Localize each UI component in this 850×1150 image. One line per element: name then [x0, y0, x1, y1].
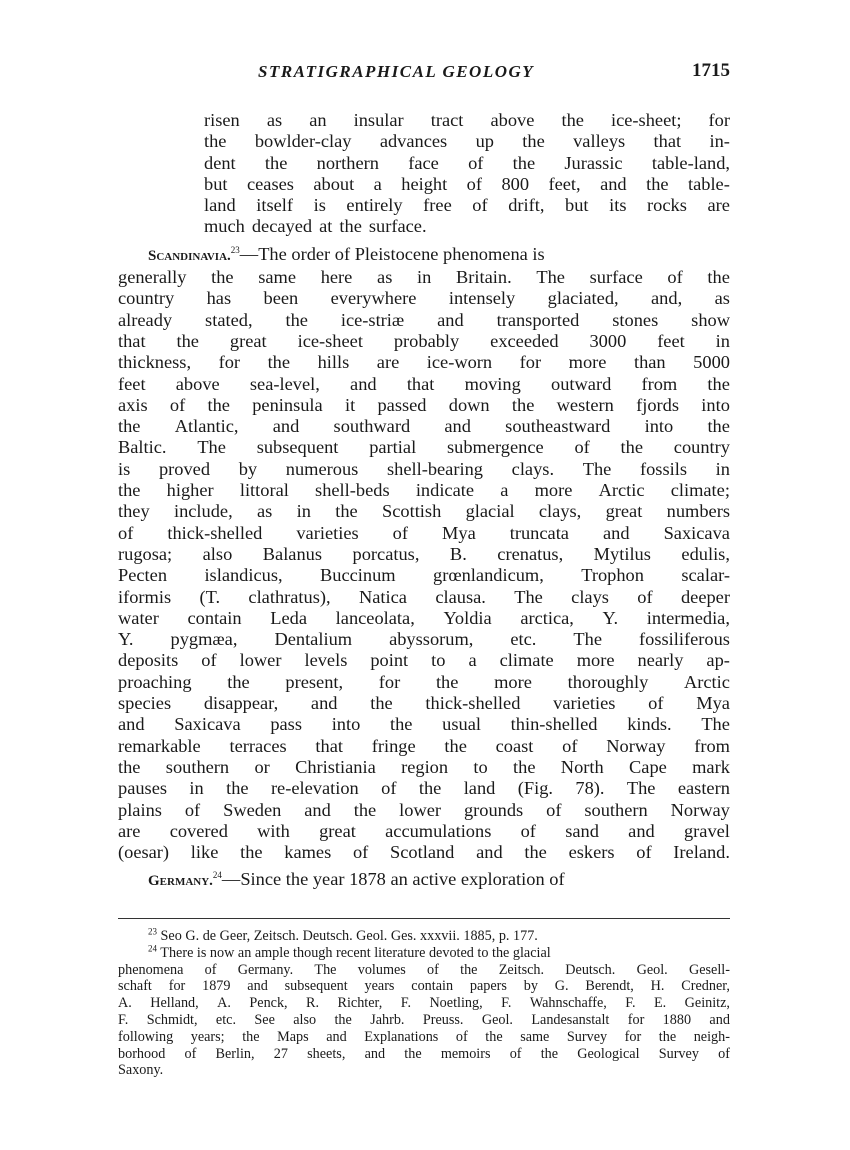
text-line: (oesar) like the kames of Scotland and the eskers of Ireland.	[118, 842, 730, 863]
text-fragment: —Since the year 1878 an active exploration of	[221, 869, 565, 890]
text-line: already stated, the ice-striæ and transported stones show	[118, 309, 730, 330]
text-line: remarkable terraces that fringe the coast of Norway from	[118, 735, 730, 756]
text-line: pauses in the re-elevation of the land (Fig. 78). The eastern	[118, 778, 730, 799]
text-line: feet above sea-level, and that moving outward from the	[118, 373, 730, 394]
footnote-line: A. Helland, A. Penck, R. Richter, F. Noetling, F. Wahnschaffe, F. E. Geinitz,	[118, 995, 730, 1012]
section-heading-germany: Germany.	[148, 873, 213, 890]
paragraph-germany	[118, 869, 730, 892]
footnote-line: F. Schmidt, etc. See also the Jahrb. Preuss. Geol. Landesanstalt for 1880 and	[118, 1011, 730, 1028]
text-line: much decayed at the surface.	[204, 216, 427, 237]
text-line: but ceases about a height of 800 feet, and the table-	[204, 173, 730, 194]
text-line: dent the northern face of the Jurassic table-land,	[204, 152, 730, 173]
text-line: thickness, for the hills are ice-worn for more than 5000	[118, 352, 730, 373]
text-line: deposits of lower levels point to a climate more nearly ap-	[118, 650, 730, 671]
footnote-ref: 24	[212, 870, 222, 881]
text-line: land itself is entirely free of drift, but its rocks are	[204, 195, 730, 216]
text-line: the bowlder-clay advances up the valleys that in-	[204, 131, 730, 152]
text-line: are covered with great accumulations of sand and gravel	[118, 820, 730, 841]
footnote-mark: 23	[148, 926, 157, 937]
footnote-rule	[118, 918, 730, 919]
running-header	[118, 62, 730, 90]
footnote-text: Seo G. de Geer, Zeitsch. Deutsch. Geol. Ges. xxxvii. 1885, p. 177.	[160, 928, 538, 944]
text-line: axis of the peninsula it passed down the western fjords into	[118, 394, 730, 415]
footnote-line: borhood of Berlin, 27 sheets, and the memoirs of the Geological Survey of	[118, 1045, 730, 1062]
text-line	[118, 244, 730, 267]
running-title: STRATIGRAPHICAL GEOLOGY	[258, 62, 535, 81]
text-line: Baltic. The subsequent partial submergence of the country	[118, 437, 730, 458]
footnote-23	[118, 928, 730, 945]
main-text	[118, 110, 730, 893]
text-line: the southern or Christiania region to the North Cape mark	[118, 756, 730, 777]
paragraph-scandinavia	[118, 244, 730, 864]
text-line: they include, as in the Scottish glacial clays, great numbers	[118, 501, 730, 522]
text-line: iformis (T. clathratus), Natica clausa. The clays of deeper	[118, 586, 730, 607]
footnote-line: Saxony.	[118, 1062, 164, 1079]
text-line: proaching the present, for the more thoroughly Arctic	[118, 671, 730, 692]
footnote-mark: 24	[148, 943, 157, 954]
text-line: is proved by numerous shell-bearing clays. The fossils in	[118, 458, 730, 479]
footnote-line: schaft for 1879 and subsequent years contain papers by G. Berendt, H. Credner,	[118, 978, 730, 995]
text-line: the Atlantic, and southward and southeastward into the	[118, 416, 730, 437]
section-heading-scandinavia: Scandinavia.	[148, 247, 231, 264]
text-fragment: —The order of Pleistocene phenomena is	[239, 243, 545, 264]
footnote-ref: 23	[230, 244, 240, 255]
text-line: that the great ice-sheet probably exceeded 3000 feet in	[118, 330, 730, 351]
text-line: the higher littoral shell-beds indicate a more Arctic climate;	[118, 480, 730, 501]
footnotes	[118, 928, 730, 1079]
text-line: generally the same here as in Britain. The surface of the	[118, 267, 730, 288]
text-line: and Saxicava pass into the usual thin-shelled kinds. The	[118, 714, 730, 735]
text-line: water contain Leda lanceolata, Yoldia arctica, Y. intermedia,	[118, 607, 730, 628]
page-number: 1715	[692, 60, 730, 81]
text-line: of thick-shelled varieties of Mya truncata and Saxicava	[118, 522, 730, 543]
text-line: Y. pygmæa, Dentalium abyssorum, etc. The fossiliferous	[118, 629, 730, 650]
footnote-24	[118, 945, 730, 962]
text-line: country has been everywhere intensely glaciated, and, as	[118, 288, 730, 309]
footnote-text: There is now an ample though recent literature devoted to the glacial	[160, 944, 551, 961]
text-line: species disappear, and the thick-shelled varieties of Mya	[118, 693, 730, 714]
text-line: rugosa; also Balanus porcatus, B. crenatus, Mytilus edulis,	[118, 543, 730, 564]
text-line: Pecten islandicus, Buccinum grœnlandicum, Trophon scalar-	[118, 565, 730, 586]
text-line	[118, 869, 730, 892]
paragraph-intro	[118, 110, 730, 238]
text-line: plains of Sweden and the lower grounds of southern Norway	[118, 799, 730, 820]
text-line: risen as an insular tract above the ice-sheet; for	[204, 110, 730, 130]
footnote-line: phenomena of Germany. The volumes of the Zeitsch. Deutsch. Geol. Gesell-	[118, 961, 730, 978]
footnote-line: following years; the Maps and Explanations of the same Survey for the neigh-	[118, 1028, 730, 1045]
